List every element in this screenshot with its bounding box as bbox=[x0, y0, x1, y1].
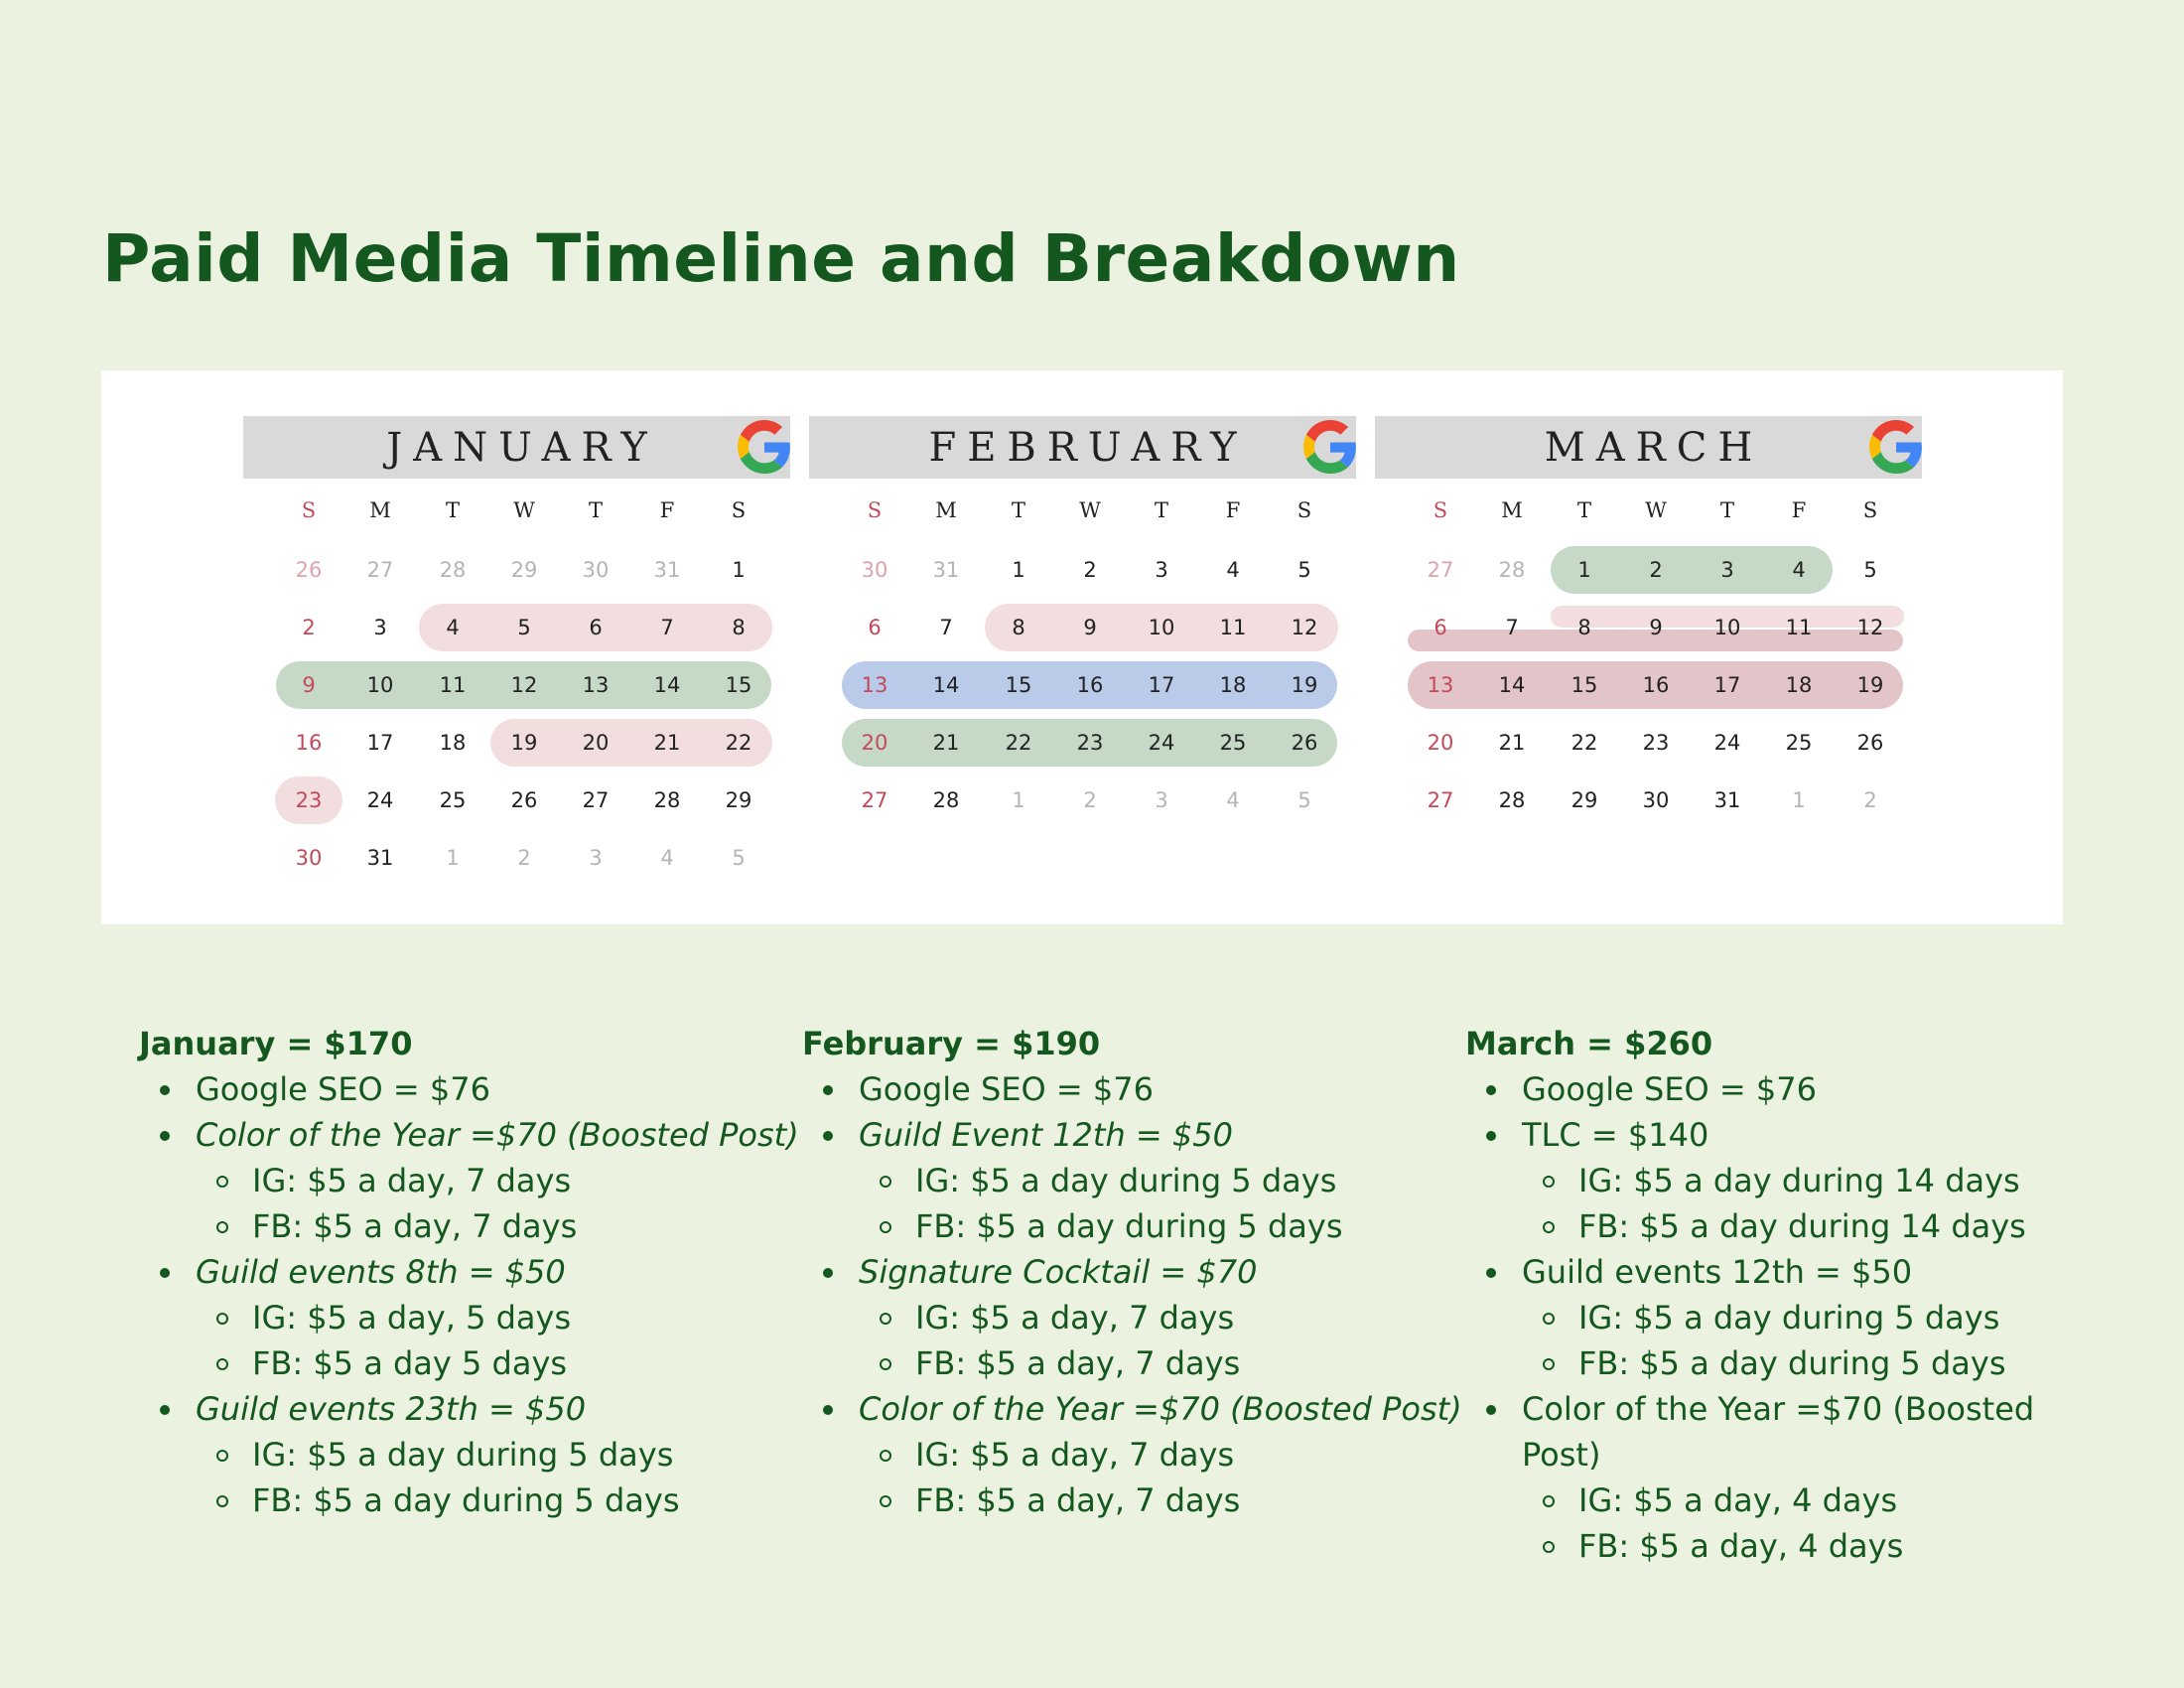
calendar-day[interactable]: 21 bbox=[932, 731, 960, 755]
weekday-label: M bbox=[1501, 498, 1523, 522]
breakdown-march bbox=[1465, 1025, 2072, 1569]
calendar-day[interactable]: 25 bbox=[1219, 731, 1247, 755]
calendar-day[interactable]: 4 bbox=[1226, 788, 1240, 812]
calendar-day[interactable]: 26 bbox=[1291, 731, 1318, 755]
calendar-day[interactable]: 7 bbox=[939, 616, 953, 639]
calendar-day[interactable]: 23 bbox=[295, 788, 323, 812]
calendar-day[interactable]: 30 bbox=[295, 846, 323, 870]
budget-item-list bbox=[1465, 1066, 2072, 1569]
calendar-day[interactable]: 1 bbox=[1012, 558, 1025, 582]
weekday-label: S bbox=[731, 498, 747, 522]
calendar-day[interactable]: 1 bbox=[732, 558, 746, 582]
calendar-day[interactable]: 30 bbox=[1642, 788, 1670, 812]
weekday-label: F bbox=[659, 498, 675, 522]
calendar-day[interactable]: 2 bbox=[1863, 788, 1877, 812]
calendar-day[interactable]: 12 bbox=[510, 673, 538, 697]
calendar-day[interactable]: 29 bbox=[510, 558, 538, 582]
calendar-day[interactable]: 6 bbox=[868, 616, 882, 639]
budget-subitem-list bbox=[859, 1295, 1462, 1386]
budget-month-title: February = $190 bbox=[802, 1025, 1101, 1062]
calendar-day[interactable]: 15 bbox=[1005, 673, 1032, 697]
weekday-label: T bbox=[1719, 498, 1734, 522]
calendar-day[interactable]: 29 bbox=[725, 788, 752, 812]
calendar-day[interactable]: 30 bbox=[582, 558, 610, 582]
calendar-day[interactable]: 14 bbox=[653, 673, 681, 697]
budget-subitem-list bbox=[1522, 1158, 2072, 1249]
calendar-day[interactable]: 18 bbox=[439, 731, 467, 755]
budget-item bbox=[139, 1066, 799, 1112]
breakdown-february bbox=[802, 1025, 1462, 1523]
weekday-label: M bbox=[369, 498, 391, 522]
calendar-day[interactable]: 27 bbox=[1427, 788, 1454, 812]
month-name: JANUARY bbox=[386, 424, 658, 471]
calendar-day[interactable]: 15 bbox=[1570, 673, 1598, 697]
calendar-day[interactable]: 17 bbox=[366, 731, 394, 755]
budget-item-list bbox=[139, 1066, 799, 1523]
month-name: FEBRUARY bbox=[928, 424, 1248, 471]
budget-item bbox=[1465, 1386, 2072, 1569]
calendar-day[interactable]: 10 bbox=[366, 673, 394, 697]
budget-subitem: IG: $5 a day during 5 days bbox=[860, 1158, 1462, 1203]
budget-subitem: IG: $5 a day, 7 days bbox=[197, 1158, 799, 1203]
budget-item-label: Color of the Year =$70 (Boosted Post) bbox=[196, 1116, 799, 1154]
budget-subitem-list bbox=[196, 1158, 799, 1249]
calendar-day[interactable]: 24 bbox=[1713, 731, 1741, 755]
calendar-day[interactable]: 25 bbox=[439, 788, 467, 812]
calendar-day[interactable]: 10 bbox=[1148, 616, 1175, 639]
calendar-day[interactable]: 2 bbox=[517, 846, 531, 870]
calendar-day[interactable]: 17 bbox=[1148, 673, 1175, 697]
calendar-day[interactable]: 22 bbox=[1005, 731, 1032, 755]
calendar-day[interactable]: 4 bbox=[1792, 558, 1806, 582]
calendar-day[interactable]: 31 bbox=[653, 558, 681, 582]
budget-subitem: IG: $5 a day during 14 days bbox=[1523, 1158, 2072, 1203]
month-january bbox=[243, 416, 790, 870]
budget-month-title: March = $260 bbox=[1465, 1025, 1713, 1062]
budget-subitem-list bbox=[1522, 1477, 2072, 1569]
calendar-day[interactable]: 6 bbox=[589, 616, 603, 639]
calendar-day[interactable]: 4 bbox=[660, 846, 674, 870]
calendar-day[interactable]: 27 bbox=[582, 788, 610, 812]
calendar-day[interactable]: 24 bbox=[1148, 731, 1175, 755]
google-logo-icon bbox=[1303, 419, 1357, 475]
budget-subitem: FB: $5 a day, 7 days bbox=[860, 1340, 1462, 1386]
calendar-day[interactable]: 29 bbox=[1570, 788, 1598, 812]
calendar-day[interactable]: 24 bbox=[366, 788, 394, 812]
calendar-day[interactable]: 16 bbox=[1076, 673, 1104, 697]
month-name: MARCH bbox=[1544, 424, 1764, 471]
month-header bbox=[1375, 416, 1922, 479]
weekday-label: S bbox=[301, 498, 317, 522]
weekday-label: S bbox=[1433, 498, 1448, 522]
budget-item bbox=[139, 1112, 799, 1249]
calendar-day[interactable]: 27 bbox=[1427, 558, 1454, 582]
calendar-day[interactable]: 28 bbox=[1498, 558, 1526, 582]
calendar-day[interactable]: 1 bbox=[1012, 788, 1025, 812]
calendar-panel bbox=[101, 370, 2063, 924]
weekday-label: F bbox=[1791, 498, 1807, 522]
budget-subitem: FB: $5 a day during 14 days bbox=[1523, 1203, 2072, 1249]
weekday-label: T bbox=[445, 498, 460, 522]
weekday-label: W bbox=[513, 498, 535, 522]
calendar-day[interactable]: 25 bbox=[1785, 731, 1813, 755]
calendar-day[interactable]: 14 bbox=[1498, 673, 1526, 697]
calendar-day[interactable]: 31 bbox=[932, 558, 960, 582]
budget-item bbox=[802, 1066, 1462, 1112]
calendar-day[interactable]: 2 bbox=[1083, 558, 1097, 582]
budget-item-label: Google SEO = $76 bbox=[859, 1070, 1154, 1108]
budget-item bbox=[139, 1386, 799, 1523]
calendar-day[interactable]: 13 bbox=[582, 673, 610, 697]
weekday-label: W bbox=[1645, 498, 1667, 522]
weekday-label: M bbox=[935, 498, 957, 522]
calendar-day[interactable]: 2 bbox=[302, 616, 316, 639]
calendar-day[interactable]: 26 bbox=[510, 788, 538, 812]
calendar-day[interactable]: 3 bbox=[1155, 558, 1168, 582]
budget-item-label: Guild events 23th = $50 bbox=[196, 1390, 587, 1428]
month-header bbox=[809, 416, 1356, 479]
budget-subitem-list bbox=[196, 1295, 799, 1386]
page-title: Paid Media Timeline and Breakdown bbox=[102, 220, 1460, 297]
calendar-day[interactable]: 20 bbox=[582, 731, 610, 755]
calendar-day[interactable]: 2 bbox=[1083, 788, 1097, 812]
budget-item-label: Guild events 8th = $50 bbox=[196, 1253, 566, 1291]
calendar-day[interactable]: 8 bbox=[732, 616, 746, 639]
weekday-label: S bbox=[1862, 498, 1878, 522]
budget-subitem: IG: $5 a day, 4 days bbox=[1523, 1477, 2072, 1523]
budget-item bbox=[802, 1112, 1462, 1249]
weekday-label: T bbox=[1154, 498, 1168, 522]
budget-item-label: Google SEO = $76 bbox=[1522, 1070, 1817, 1108]
budget-subitem: FB: $5 a day, 7 days bbox=[860, 1477, 1462, 1523]
budget-item bbox=[802, 1386, 1462, 1523]
month-march bbox=[1375, 416, 1922, 812]
calendar-day[interactable]: 16 bbox=[295, 731, 323, 755]
budget-item bbox=[802, 1249, 1462, 1386]
calendar-day[interactable]: 27 bbox=[861, 788, 888, 812]
calendar-day[interactable]: 26 bbox=[295, 558, 323, 582]
calendar-day[interactable]: 12 bbox=[1291, 616, 1318, 639]
calendar-day[interactable]: 4 bbox=[1226, 558, 1240, 582]
calendar-day[interactable]: 6 bbox=[1433, 616, 1447, 639]
calendar-day[interactable]: 11 bbox=[439, 673, 467, 697]
calendar-day[interactable]: 5 bbox=[517, 616, 531, 639]
calendar-day[interactable]: 5 bbox=[732, 846, 746, 870]
calendar-day[interactable]: 20 bbox=[861, 731, 888, 755]
google-logo-icon bbox=[1869, 419, 1923, 475]
budget-item-label: Google SEO = $76 bbox=[196, 1070, 490, 1108]
budget-subitem-list bbox=[196, 1432, 799, 1523]
calendar-day[interactable]: 1 bbox=[446, 846, 460, 870]
calendar-day[interactable]: 5 bbox=[1863, 558, 1877, 582]
calendar-day[interactable]: 7 bbox=[1505, 616, 1519, 639]
calendar-day[interactable]: 1 bbox=[1792, 788, 1806, 812]
budget-item-label: Signature Cocktail = $70 bbox=[859, 1253, 1258, 1291]
budget-item-label: Guild events 12th = $50 bbox=[1522, 1253, 1913, 1291]
budget-subitem: FB: $5 a day during 5 days bbox=[1523, 1340, 2072, 1386]
budget-item-label: Color of the Year =$70 (Boosted Post) bbox=[859, 1390, 1462, 1428]
calendar-day[interactable]: 7 bbox=[660, 616, 674, 639]
calendar-day[interactable]: 12 bbox=[1856, 616, 1884, 639]
calendar-day[interactable]: 28 bbox=[653, 788, 681, 812]
calendar-day[interactable]: 19 bbox=[1291, 673, 1318, 697]
calendar-day[interactable]: 3 bbox=[1720, 558, 1734, 582]
calendar-day[interactable]: 10 bbox=[1713, 616, 1741, 639]
budget-item bbox=[139, 1249, 799, 1386]
weekday-label: S bbox=[1297, 498, 1312, 522]
calendar-day[interactable]: 14 bbox=[932, 673, 960, 697]
calendar-day[interactable]: 9 bbox=[1083, 616, 1097, 639]
calendar-day[interactable]: 19 bbox=[1856, 673, 1884, 697]
google-logo-icon bbox=[738, 419, 791, 475]
budget-item-label: TLC = $140 bbox=[1522, 1116, 1709, 1154]
calendar-day[interactable]: 27 bbox=[366, 558, 394, 582]
calendar-day[interactable]: 3 bbox=[1155, 788, 1168, 812]
budget-subitem: IG: $5 a day, 7 days bbox=[860, 1295, 1462, 1340]
calendar-day[interactable]: 21 bbox=[1498, 731, 1526, 755]
calendar-day[interactable]: 23 bbox=[1642, 731, 1670, 755]
calendar-day[interactable]: 9 bbox=[1649, 616, 1663, 639]
budget-subitem: IG: $5 a day during 5 days bbox=[197, 1432, 799, 1477]
calendar-day[interactable]: 28 bbox=[932, 788, 960, 812]
calendar-day[interactable]: 26 bbox=[1856, 731, 1884, 755]
weekday-label: F bbox=[1225, 498, 1241, 522]
budget-subitem: FB: $5 a day, 4 days bbox=[1523, 1523, 2072, 1569]
weekday-label: T bbox=[588, 498, 603, 522]
month-header bbox=[243, 416, 790, 479]
calendar-day[interactable]: 28 bbox=[1498, 788, 1526, 812]
calendar-day[interactable]: 4 bbox=[446, 616, 460, 639]
weekday-label: T bbox=[1011, 498, 1025, 522]
calendar-day[interactable]: 8 bbox=[1012, 616, 1025, 639]
calendar-day[interactable]: 28 bbox=[439, 558, 467, 582]
calendar-day[interactable]: 17 bbox=[1713, 673, 1741, 697]
calendar-day[interactable]: 30 bbox=[861, 558, 888, 582]
calendar-day[interactable]: 23 bbox=[1076, 731, 1104, 755]
budget-month-title: January = $170 bbox=[139, 1025, 413, 1062]
calendar-day[interactable]: 8 bbox=[1577, 616, 1591, 639]
calendar-day[interactable]: 22 bbox=[1570, 731, 1598, 755]
weekday-label: T bbox=[1576, 498, 1591, 522]
budget-subitem: FB: $5 a day during 5 days bbox=[197, 1477, 799, 1523]
calendar-day[interactable]: 2 bbox=[1649, 558, 1663, 582]
calendar-day[interactable]: 31 bbox=[1713, 788, 1741, 812]
calendar-day[interactable]: 1 bbox=[1577, 558, 1591, 582]
calendar-day[interactable]: 11 bbox=[1219, 616, 1247, 639]
budget-subitem: IG: $5 a day during 5 days bbox=[1523, 1295, 2072, 1340]
calendar-day[interactable]: 13 bbox=[1427, 673, 1454, 697]
budget-subitem: FB: $5 a day 5 days bbox=[197, 1340, 799, 1386]
budget-item bbox=[1465, 1249, 2072, 1386]
calendar-day[interactable]: 31 bbox=[366, 846, 394, 870]
budget-item-label: Color of the Year =$70 (Boosted Post) bbox=[1522, 1390, 2035, 1474]
breakdown-january bbox=[139, 1025, 799, 1523]
calendar-day[interactable]: 18 bbox=[1219, 673, 1247, 697]
budget-item-list bbox=[802, 1066, 1462, 1523]
budget-subitem: FB: $5 a day, 7 days bbox=[197, 1203, 799, 1249]
calendar-day[interactable]: 3 bbox=[589, 846, 603, 870]
calendar-day[interactable]: 9 bbox=[302, 673, 316, 697]
calendar-day[interactable]: 21 bbox=[653, 731, 681, 755]
calendar-day[interactable]: 5 bbox=[1297, 558, 1311, 582]
calendar-day[interactable]: 22 bbox=[725, 731, 752, 755]
budget-subitem-list bbox=[1522, 1295, 2072, 1386]
budget-subitem: FB: $5 a day during 5 days bbox=[860, 1203, 1462, 1249]
calendar-day[interactable]: 5 bbox=[1297, 788, 1311, 812]
calendar-day[interactable]: 20 bbox=[1427, 731, 1454, 755]
budget-subitem: IG: $5 a day, 7 days bbox=[860, 1432, 1462, 1477]
weekday-label: S bbox=[867, 498, 883, 522]
calendar-day[interactable]: 18 bbox=[1785, 673, 1813, 697]
calendar-day[interactable]: 3 bbox=[373, 616, 387, 639]
budget-item-label: Guild Event 12th = $50 bbox=[859, 1116, 1233, 1154]
month-february bbox=[809, 416, 1356, 812]
calendar-day[interactable]: 19 bbox=[510, 731, 538, 755]
calendar-day[interactable]: 16 bbox=[1642, 673, 1670, 697]
weekday-label: W bbox=[1079, 498, 1101, 522]
calendar-day[interactable]: 15 bbox=[725, 673, 752, 697]
calendar-day[interactable]: 11 bbox=[1785, 616, 1813, 639]
budget-subitem: IG: $5 a day, 5 days bbox=[197, 1295, 799, 1340]
calendar-day[interactable]: 13 bbox=[861, 673, 888, 697]
budget-item bbox=[1465, 1066, 2072, 1112]
budget-subitem-list bbox=[859, 1158, 1462, 1249]
budget-subitem-list bbox=[859, 1432, 1462, 1523]
budget-item bbox=[1465, 1112, 2072, 1249]
